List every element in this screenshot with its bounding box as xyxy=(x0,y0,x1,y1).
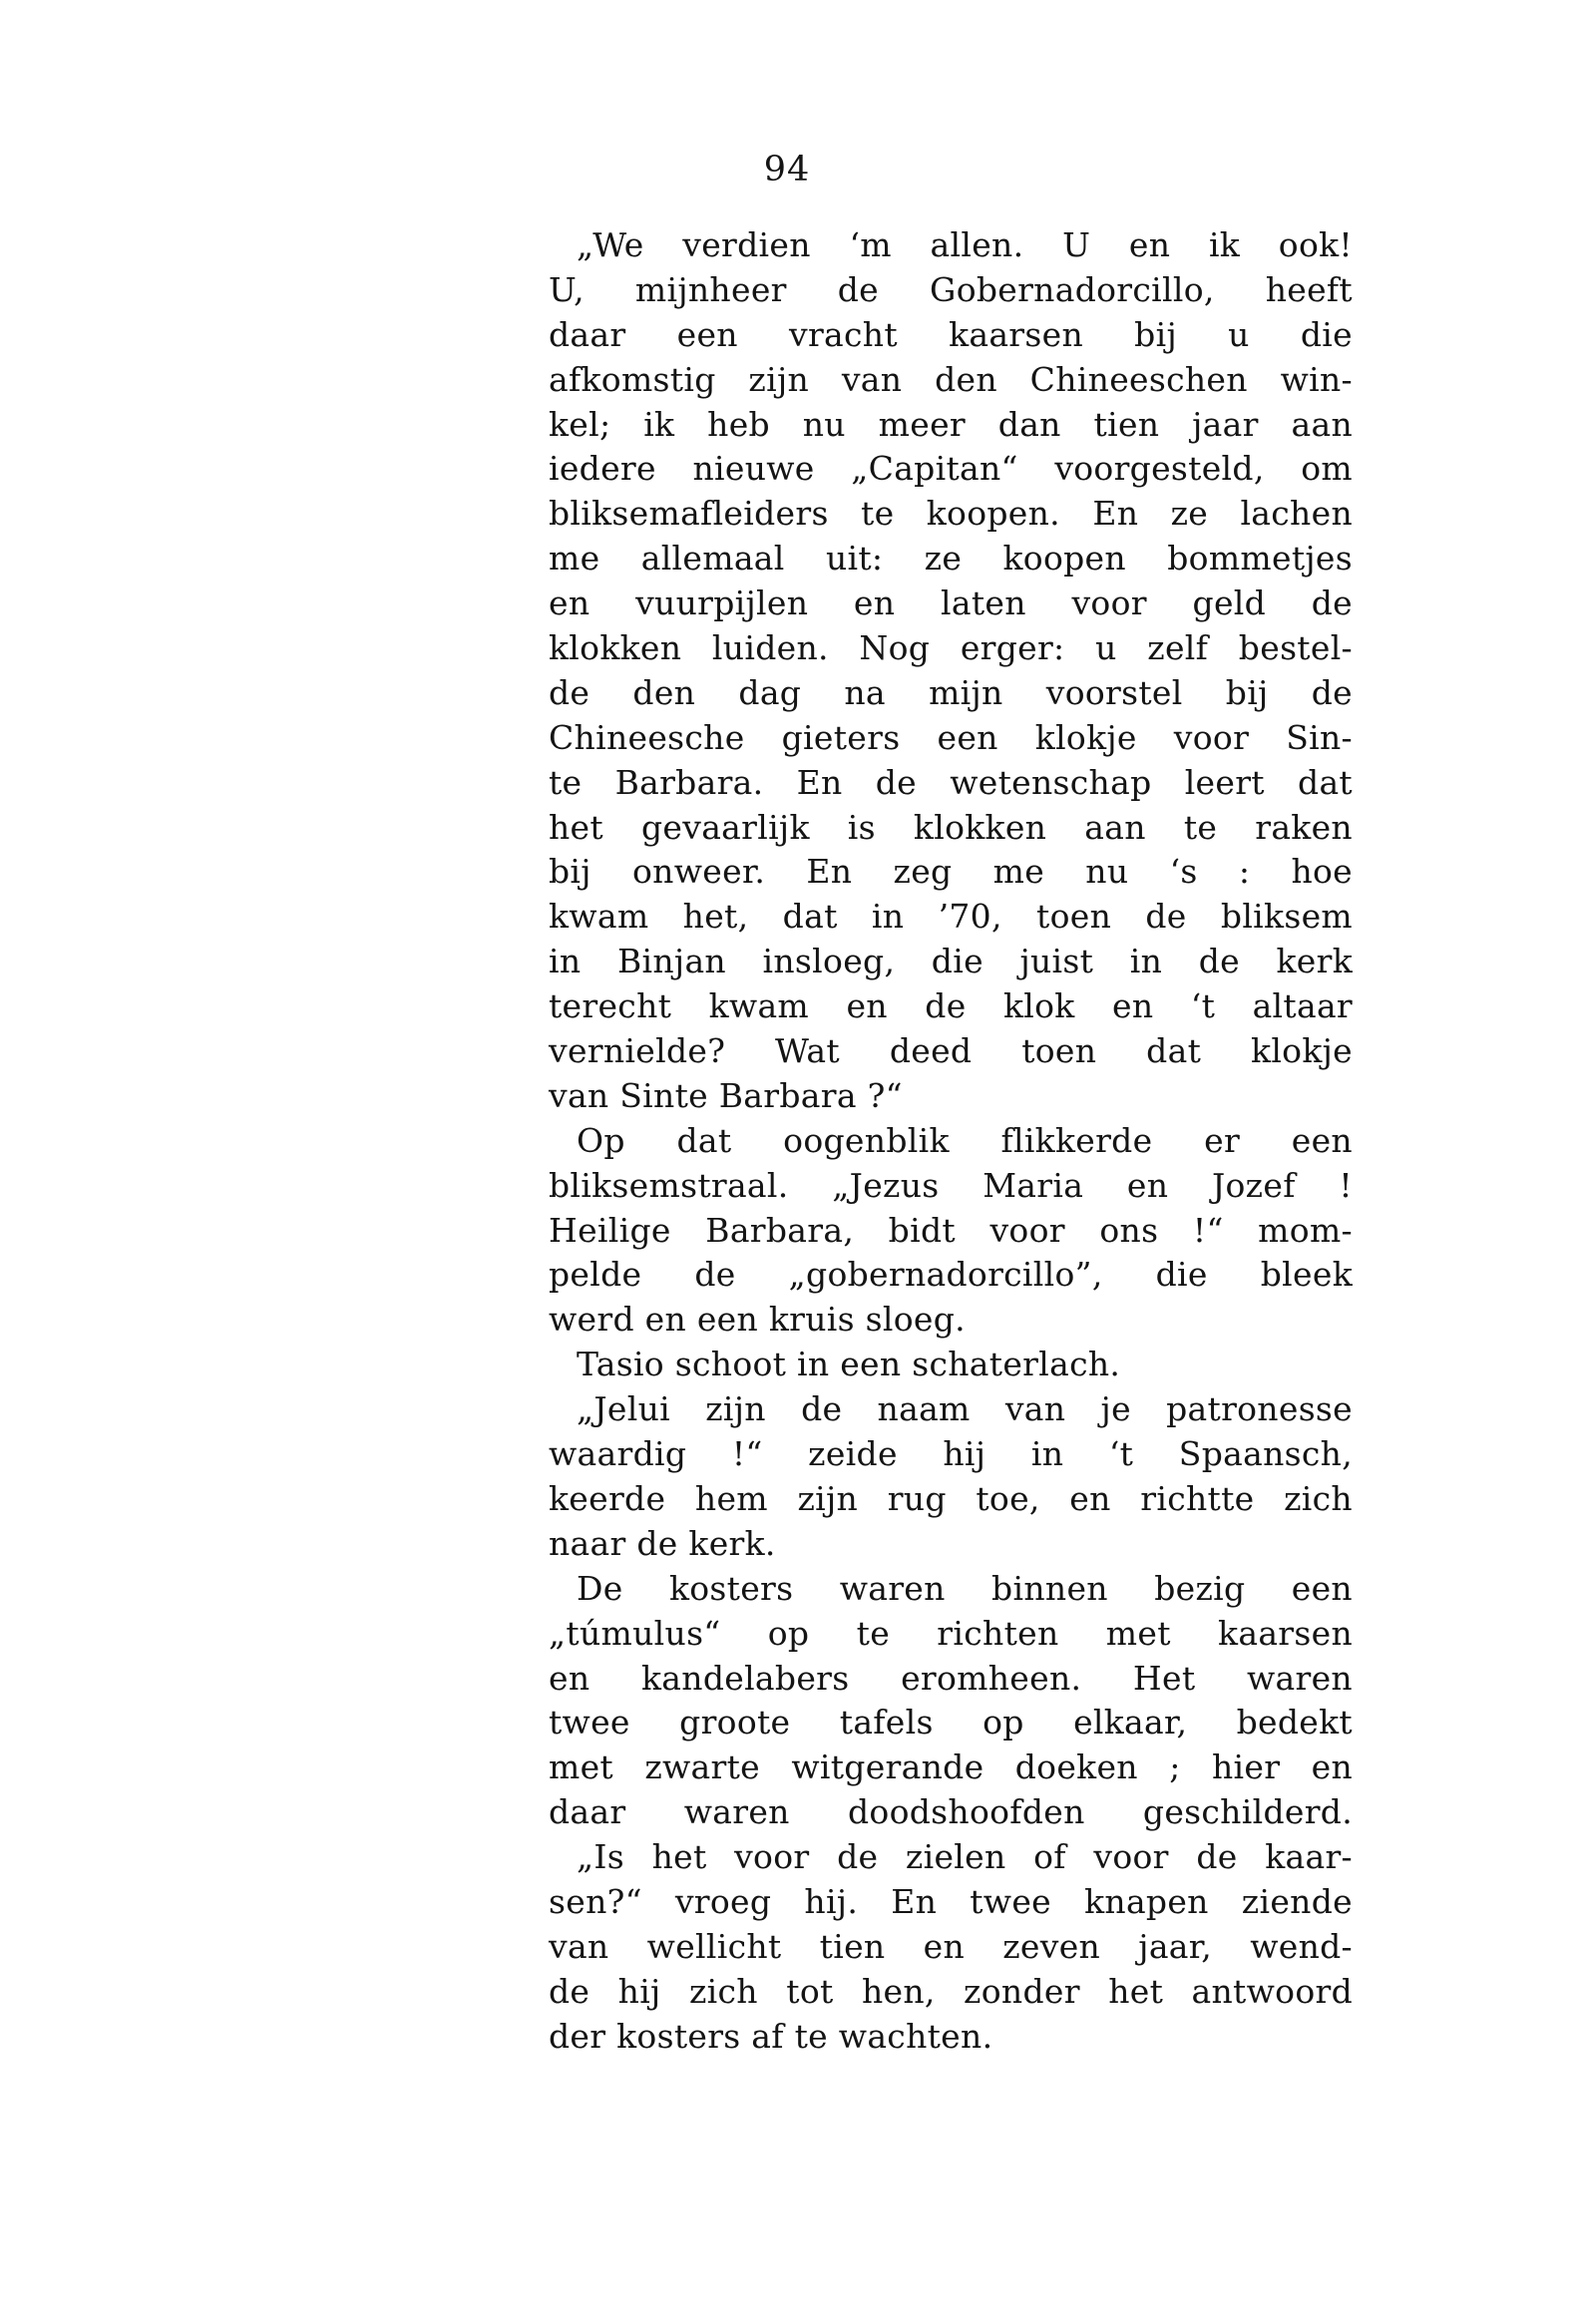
text-line: U, mijnheer de Gobernadorcillo, heeft xyxy=(549,269,1353,309)
text-line: te Barbara. En de wetenschap leert dat xyxy=(549,762,1353,802)
text-line: „Is het voor de zielen of voor de kaar- xyxy=(577,1837,1353,1877)
text-line: vernielde? Wat deed toen dat klokje xyxy=(549,1031,1353,1071)
text-line: sen?“ vroeg hij. En twee knapen ziende xyxy=(549,1881,1353,1921)
text-line: terecht kwam en de klok en ‘t altaar xyxy=(549,986,1353,1026)
text-line: Chineesche gieters een klokje voor Sin- xyxy=(549,717,1353,757)
text-line: van Sinte Barbara ?“ xyxy=(549,1075,903,1115)
text-line: waardig !“ zeide hij in ‘t Spaansch, xyxy=(549,1434,1353,1474)
text-line: twee groote tafels op elkaar, bedekt xyxy=(549,1703,1353,1743)
text-line: met zwarte witgerande doeken ; hier en xyxy=(549,1747,1353,1787)
text-line: Tasio schoot in een schaterlach. xyxy=(577,1345,1121,1384)
text-line: en vuurpijlen en laten voor geld de xyxy=(549,583,1353,623)
text-line: daar waren doodshoofden geschilderd. xyxy=(549,1792,1353,1832)
text-line: de hij zich tot hen, zonder het antwoord xyxy=(549,1971,1353,2011)
text-line: daar een vracht kaarsen bij u die xyxy=(549,314,1353,354)
text-line: en kandelabers eromheen. Het waren xyxy=(549,1658,1353,1698)
text-line: de den dag na mijn voorstel bij de xyxy=(549,672,1353,712)
text-line: werd en een kruis sloeg. xyxy=(549,1300,966,1340)
text-line: klokken luiden. Nog erger: u zelf bestel- xyxy=(549,628,1353,668)
text-line: naar de kerk. xyxy=(549,1523,776,1563)
text-line: afkomstig zijn van den Chineeschen win- xyxy=(549,359,1353,399)
text-line: bliksemstraal. „Jezus Maria en Jozef ! xyxy=(549,1165,1353,1205)
text-line: kel; ik heb nu meer dan tien jaar aan xyxy=(549,404,1353,444)
text-line: het gevaarlijk is klokken aan te raken xyxy=(549,807,1353,847)
text-line: bliksemafleiders te koopen. En ze lachen xyxy=(549,494,1353,534)
body-text xyxy=(549,223,1353,2060)
text-line: me allemaal uit: ze koopen bommetjes xyxy=(549,539,1353,579)
text-line: „Jelui zijn de naam van je patronesse xyxy=(577,1389,1353,1429)
text-line: van wellicht tien en zeven jaar, wend- xyxy=(549,1926,1353,1966)
text-line: Op dat oogenblik flikkerde er een xyxy=(577,1120,1353,1160)
text-line: kwam het, dat in ’70, toen de bliksem xyxy=(549,897,1353,937)
text-line: Heilige Barbara, bidt voor ons !“ mom- xyxy=(549,1210,1353,1250)
text-line: in Binjan insloeg, die juist in de kerk xyxy=(549,942,1353,981)
text-line: „túmulus“ op te richten met kaarsen xyxy=(549,1613,1353,1653)
text-line: „We verdien ‘m allen. U en ik ook! xyxy=(577,225,1353,264)
text-line: bij onweer. En zeg me nu ‘s : hoe xyxy=(549,852,1353,892)
text-line: iedere nieuwe „Capitan“ voorgesteld, om xyxy=(549,449,1353,489)
text-line: pelde de „gobernadorcillo”, die bleek xyxy=(549,1255,1353,1295)
text-line: der kosters af te wachten. xyxy=(549,2016,993,2056)
text-line: De kosters waren binnen bezig een xyxy=(577,1568,1353,1608)
text-line: keerde hem zijn rug toe, en richtte zich xyxy=(549,1478,1353,1518)
page-number: 94 xyxy=(763,150,811,190)
